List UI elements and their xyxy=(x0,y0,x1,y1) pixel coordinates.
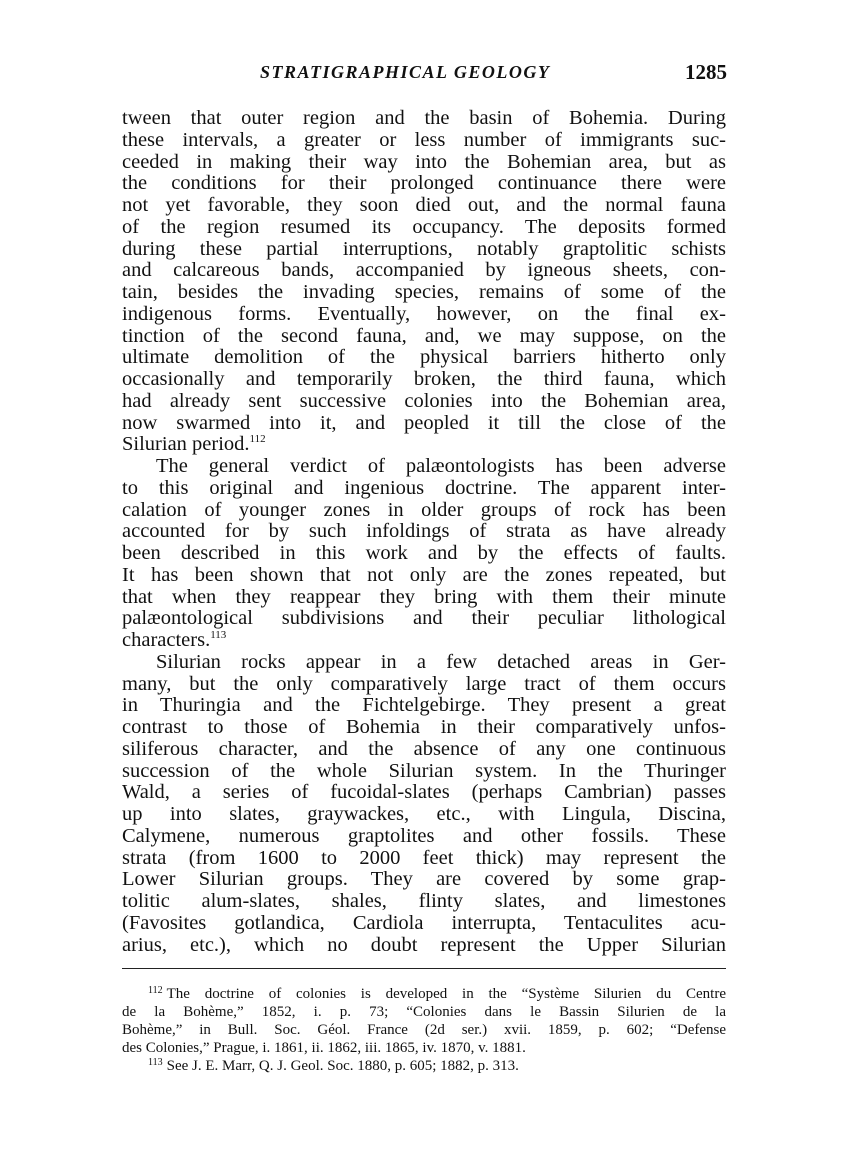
footnote-line: Bohème,” in Bull. Soc. Géol. France (2d ser.) xvii. 1859, p. 602; “Defense xyxy=(122,1022,726,1038)
text-line: up into slates, graywackes, etc., with Lingula, Discina, xyxy=(122,803,726,825)
text-line: the conditions for their prolonged continuance there were xyxy=(122,172,726,195)
text-line-with-ref xyxy=(122,434,726,456)
footnote-ref-112: 112 xyxy=(249,433,266,446)
paragraph-start-line: The general verdict of palæontologists has been adverse xyxy=(156,455,726,477)
text-line: (Favosites gotlandica, Cardiola interrupta, Tentaculites acu- xyxy=(122,911,726,934)
text-line: contrast to those of Bohemia in their comparatively unfos- xyxy=(122,716,726,738)
footnotes xyxy=(122,985,726,1075)
text-line: ultimate demolition of the physical barriers hitherto only xyxy=(122,346,726,369)
text-line: these intervals, a greater or less number of immigrants suc- xyxy=(122,128,726,151)
paragraph-start-line: Silurian rocks appear in a few detached areas in Ger- xyxy=(156,650,726,673)
footnote-line: de la Bohème,” 1852, i. p. 73; “Colonies dans le Bassin Silurien de la xyxy=(122,1004,726,1020)
text-line: succession of the whole Silurian system. In the Thuringer xyxy=(122,759,726,782)
text-line: now swarmed into it, and peopled it till the close of the xyxy=(122,411,726,434)
text-line: during these partial interruptions, notably graptolitic schists xyxy=(122,237,726,260)
text-fragment: Silurian period. xyxy=(122,433,250,456)
text-line-with-ref xyxy=(122,630,726,652)
text-line: in Thuringia and the Fichtelgebirge. They present a great xyxy=(122,694,726,717)
text-line: tolitic alum-slates, shales, flinty slates, and limestones xyxy=(122,890,726,912)
text-line: and calcareous bands, accompanied by igneous sheets, con- xyxy=(122,259,726,282)
text-line: palæontological subdivisions and their peculiar lithological xyxy=(122,607,726,630)
text-fragment: characters. xyxy=(122,629,211,651)
footnote-text: See J. E. Marr, Q. J. Geol. Soc. 1880, p. 605; 1882, p. 313. xyxy=(166,1058,519,1074)
footnote-divider xyxy=(122,968,726,969)
footnote-mark-113: 113 xyxy=(148,1057,163,1068)
text-line: to this original and ingenious doctrine. The apparent inter- xyxy=(122,476,726,499)
body-text xyxy=(122,108,726,956)
running-title: STRATIGRAPHICAL GEOLOGY xyxy=(260,62,551,82)
text-line: Lower Silurian groups. They are covered by some grap- xyxy=(122,868,726,891)
text-line: strata (from 1600 to 2000 feet thick) may represent the xyxy=(122,846,726,869)
text-line: accounted for by such infoldings of strata as have already xyxy=(122,520,726,543)
text-line: occasionally and temporarily broken, the third fauna, which xyxy=(122,368,726,390)
text-line: calation of younger zones in older groups of rock has been xyxy=(122,498,726,521)
footnote-112-line xyxy=(122,985,726,1003)
text-line: It has been shown that not only are the zones repeated, but xyxy=(122,563,726,586)
footnote-line: des Colonies,” Prague, i. 1861, ii. 1862, iii. 1865, iv. 1870, v. 1881. xyxy=(122,1040,526,1056)
text-line: had already sent successive colonies into the Bohemian area, xyxy=(122,389,726,412)
text-line: tain, besides the invading species, remains of some of the xyxy=(122,281,726,303)
text-line: Wald, a series of fucoidal-slates (perhaps Cambrian) passes xyxy=(122,781,726,804)
text-line: many, but the only comparatively large tract of them occurs xyxy=(122,672,726,695)
text-line: indigenous forms. Eventually, however, on the final ex- xyxy=(122,302,726,325)
footnote-text: The doctrine of colonies is developed in the “Système Silurien du Centre xyxy=(166,986,726,1002)
text-line: tinction of the second fauna, and, we may suppose, on the xyxy=(122,324,726,347)
text-line: arius, etc.), which no doubt represent the Upper Silurian xyxy=(122,933,726,956)
text-line: ceeded in making their way into the Bohemian area, but as xyxy=(122,150,726,173)
text-line: tween that outer region and the basin of Bohemia. During xyxy=(122,107,726,129)
text-line: Calymene, numerous graptolites and other fossils. These xyxy=(122,824,726,847)
page-number: 1285 xyxy=(685,60,727,84)
text-line: been described in this work and by the effects of faults. xyxy=(122,542,726,564)
text-line: that when they reappear they bring with them their minute xyxy=(122,585,726,608)
text-line: of the region resumed its occupancy. The deposits formed xyxy=(122,215,726,238)
footnote-113-line xyxy=(122,1057,726,1075)
text-line: siliferous character, and the absence of any one continuous xyxy=(122,737,726,760)
footnote-ref-113: 113 xyxy=(210,629,227,641)
footnote-mark-112: 112 xyxy=(148,985,163,996)
page-header xyxy=(122,62,727,88)
text-line: not yet favorable, they soon died out, and the normal fauna xyxy=(122,194,726,216)
